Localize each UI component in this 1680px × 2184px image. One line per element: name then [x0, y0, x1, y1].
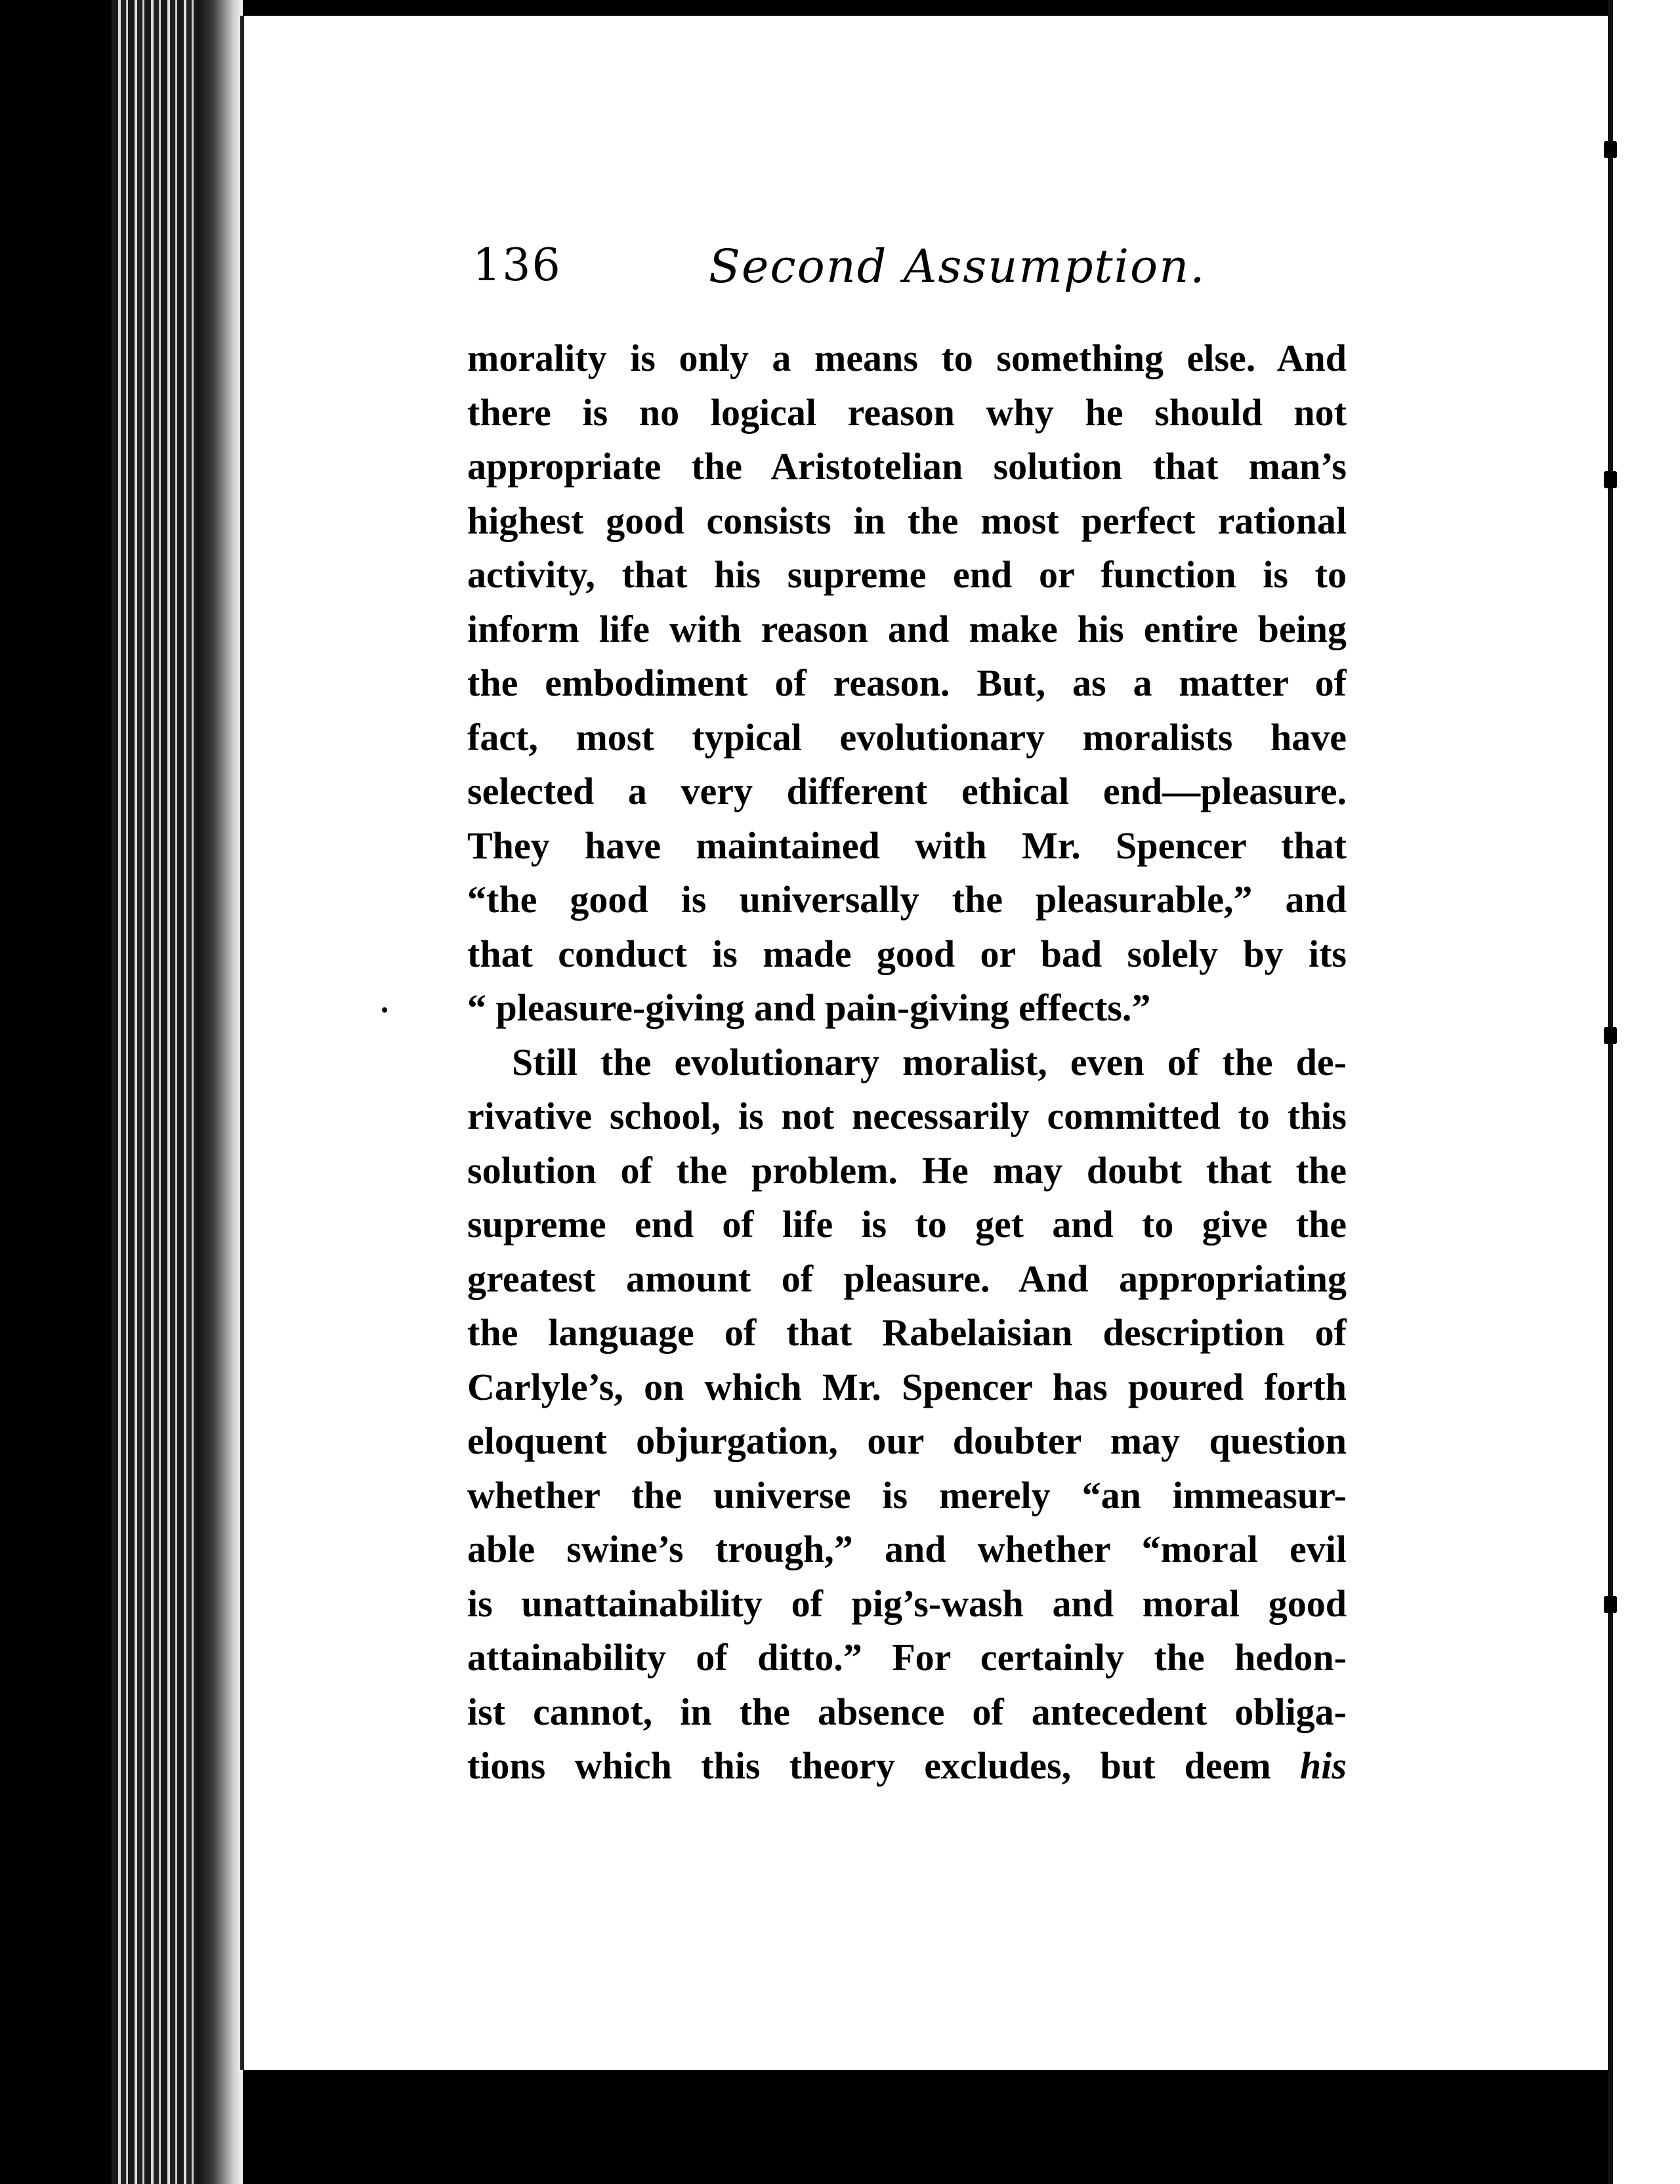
text-line: that conduct is made good or bad solely by its — [467, 932, 1347, 975]
text-line: Carlyle’s, on which Mr. Spencer has poured forth — [467, 1365, 1347, 1408]
binding-mark — [1604, 1027, 1617, 1044]
text-line: inform life with reason and make his entire being — [467, 607, 1347, 650]
text-line: Still the evolutionary moralist, even of the de- — [512, 1040, 1347, 1083]
text-line: ist cannot, in the absence of antecedent obliga- — [467, 1690, 1347, 1733]
page-number: 136 — [472, 240, 562, 291]
ink-speck — [60, 1305, 65, 1309]
text-line: greatest amount of pleasure. And appropriating — [467, 1257, 1347, 1300]
text-line: supreme end of life is to get and to give the — [467, 1203, 1347, 1246]
ink-speck — [382, 1007, 387, 1013]
text-line: eloquent objurgation, our doubter may question — [467, 1419, 1347, 1462]
text-line: able swine’s trough,” and whether “moral evil — [467, 1528, 1347, 1570]
text-line: the language of that Rabelaisian description of — [467, 1311, 1347, 1354]
text-line: highest good consists in the most perfect rational — [467, 499, 1347, 542]
text-line: activity, that his supreme end or function is to — [467, 553, 1347, 596]
text-line: there is no logical reason why he should not — [467, 390, 1347, 434]
italic-word: his — [1300, 1744, 1347, 1787]
text-line: attainability of ditto.” For certainly the hedon- — [467, 1636, 1347, 1679]
text-line: “ pleasure-giving and pain-giving effects.” — [467, 986, 1151, 1029]
text-line: solution of the problem. He may doubt that the — [467, 1148, 1347, 1192]
text-line: whether the universe is merely “an immeasur- — [467, 1473, 1347, 1517]
page-header — [472, 240, 1391, 312]
running-title: Second Assumption. — [709, 240, 1206, 293]
gutter-shadow — [197, 0, 243, 2184]
text-line-content: tions which this theory excludes, but deem — [467, 1744, 1271, 1787]
text-line: fact, most typical evolutionary moralists have — [467, 715, 1347, 759]
text-line: “the good is universally the pleasurable,” and — [467, 878, 1347, 921]
ink-speck — [41, 1064, 47, 1070]
text-line: They have maintained with Mr. Spencer that — [467, 824, 1347, 867]
text-line: rivative school, is not necessarily committed to this — [467, 1095, 1347, 1137]
text-line: morality is only a means to something else. And — [467, 337, 1347, 379]
text-line-final — [467, 1739, 1347, 1794]
text-line: selected a very different ethical end—pleasure. — [467, 770, 1347, 812]
text-line: is unattainability of pig’s-wash and moral good — [467, 1582, 1347, 1625]
binding-mark — [1604, 471, 1617, 488]
text-line: the embodiment of reason. But, as a matter of — [467, 662, 1347, 704]
body-text — [467, 331, 1347, 1794]
adjacent-page-strip — [1608, 0, 1680, 2184]
binding-mark — [1604, 141, 1617, 158]
text-line: appropriate the Aristotelian solution that man’s — [467, 445, 1347, 488]
binding-mark — [1604, 1596, 1617, 1613]
